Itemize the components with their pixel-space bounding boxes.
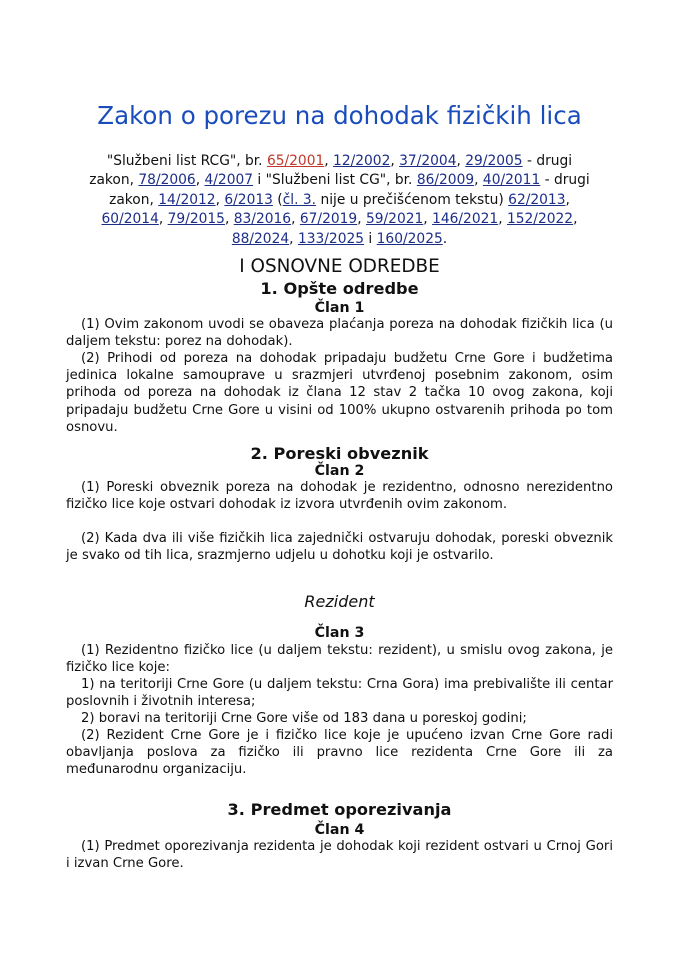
- gazette-separator: ,: [390, 153, 400, 169]
- gazette-text: - drugi zakon,: [109, 172, 590, 208]
- gazette-separator: ,: [357, 211, 366, 228]
- gazette-link[interactable]: 86/2009: [416, 172, 475, 189]
- gazette-text: "Službeni list RCG", br.: [106, 153, 267, 169]
- gazette-separator: ,: [195, 172, 205, 189]
- gazette-link[interactable]: 29/2005: [465, 153, 523, 169]
- gazette-link[interactable]: 146/2021: [432, 211, 499, 228]
- gazette-link[interactable]: 160/2025: [376, 230, 443, 247]
- gazette-link[interactable]: 37/2004: [399, 153, 457, 169]
- article-heading: Član 2: [314, 463, 365, 479]
- gazette-text: .: [442, 230, 448, 247]
- gazette-separator: ,: [224, 211, 234, 228]
- gazette-text: - drugi zakon,: [89, 153, 573, 189]
- gazette-separator: ,: [289, 230, 298, 247]
- gazette-link[interactable]: 83/2016: [233, 211, 292, 228]
- gazette-separator: ,: [324, 153, 334, 169]
- section-heading: 3. Predmet oporezivanja: [227, 800, 452, 819]
- paragraph: (2) Kada dva ili više fizičkih lica zajednički ostvaruju dohodak, poreski obveznik je svako od tih lica, srazmjerno udjelu u dohotku koji je ostvarilo.: [66, 531, 613, 564]
- gazette-link[interactable]: 4/2007: [204, 172, 254, 189]
- gazette-separator: ,: [158, 211, 168, 228]
- paragraph: (1) Predmet oporezivanja rezidenta je dohodak koji rezident ostvari u Crnoj Gori i izvan Crne Gore.: [66, 839, 613, 872]
- gazette-link[interactable]: 88/2024: [231, 230, 290, 247]
- gazette-text: nije u prečišćenom tekstu): [316, 191, 509, 208]
- gazette-text: i: [364, 230, 377, 247]
- gazette-separator: ,: [498, 211, 507, 228]
- subsection-heading: Rezident: [304, 592, 375, 611]
- paragraph: (1) Ovim zakonom uvodi se obaveza plaćanja poreza na dohodak fizičkih lica (u daljem tekstu: porez na dohodak).: [66, 317, 613, 350]
- gazette-link[interactable]: 78/2006: [138, 172, 196, 189]
- gazette-link[interactable]: 14/2012: [158, 191, 216, 208]
- gazette-separator: ,: [291, 211, 300, 228]
- section-heading: 1. Opšte odredbe: [260, 279, 419, 298]
- gazette-link[interactable]: 152/2022: [506, 211, 574, 228]
- gazette-separator: ,: [215, 191, 225, 208]
- part-heading: I OSNOVNE ODREDBE: [239, 256, 440, 277]
- gazette-references: [84, 152, 595, 249]
- paragraph: (1) Rezidentno fizičko lice (u daljem tekstu: rezident), u smislu ovog zakona, je fizičko lice koje:: [66, 643, 613, 676]
- article-heading: Član 4: [314, 822, 365, 838]
- article-heading: Član 1: [314, 300, 365, 316]
- gazette-link[interactable]: 40/2011: [482, 172, 541, 189]
- gazette-link[interactable]: 133/2025: [297, 230, 365, 247]
- gazette-link[interactable]: 6/2013: [224, 191, 273, 208]
- paragraph: 2) boravi na teritoriji Crne Gore više od 183 dana u poreskoj godini;: [81, 711, 527, 726]
- gazette-link[interactable]: 67/2019: [299, 211, 358, 228]
- gazette-link[interactable]: 65/2001: [266, 153, 325, 169]
- document-title: Zakon o porezu na dohodak fizičkih lica: [97, 101, 582, 130]
- paragraph: (1) Poreski obveznik poreza na dohodak je rezidentno, odnosno nerezidentno fizičko lice koje ostvari dohodak iz izvora utvrđenih ovim zakonom.: [66, 480, 613, 513]
- paragraph: (2) Prihodi od poreza na dohodak pripadaju budžetu Crne Gore i budžetima jedinica lokalne samouprave u srazmjeri utvrđenoj posebnim zakonom, osim prihoda od poreza na dohodak iz člana 12 stav 2 tačka 10 ovog zakona, koji pripadaju budžetu Crne Gore u visini od 100% ukupno ostvarenih prihoda po tom osnovu.: [66, 351, 613, 435]
- gazette-separator: ,: [423, 211, 433, 228]
- gazette-separator: ,: [474, 172, 483, 189]
- gazette-text: (: [272, 191, 283, 208]
- paragraph: (2) Rezident Crne Gore je i fizičko lice koje je upućeno izvan Crne Gore radi obavljanja poslova za fizičko ili pravno lice rezidenta Crne Gore ili za međunarodnu organizaciju.: [66, 728, 613, 778]
- paragraph: 1) na teritoriji Crne Gore (u daljem tekstu: Crna Gora) ima prebivalište ili centar poslovnih i životnih interesa;: [66, 677, 613, 710]
- gazette-text: i "Službeni list CG", br.: [253, 172, 417, 189]
- gazette-link[interactable]: 60/2014: [101, 211, 159, 228]
- article-heading: Član 3: [314, 625, 365, 641]
- gazette-link[interactable]: 62/2013: [508, 191, 566, 208]
- gazette-separator: ,: [573, 211, 578, 228]
- section-heading: 2. Poreski obveznik: [250, 444, 429, 463]
- gazette-link[interactable]: čl. 3.: [282, 191, 317, 208]
- gazette-separator: ,: [456, 153, 466, 169]
- gazette-link[interactable]: 79/2015: [167, 211, 225, 228]
- gazette-link[interactable]: 59/2021: [365, 211, 424, 228]
- gazette-link[interactable]: 12/2002: [333, 153, 391, 169]
- gazette-separator: ,: [565, 191, 570, 208]
